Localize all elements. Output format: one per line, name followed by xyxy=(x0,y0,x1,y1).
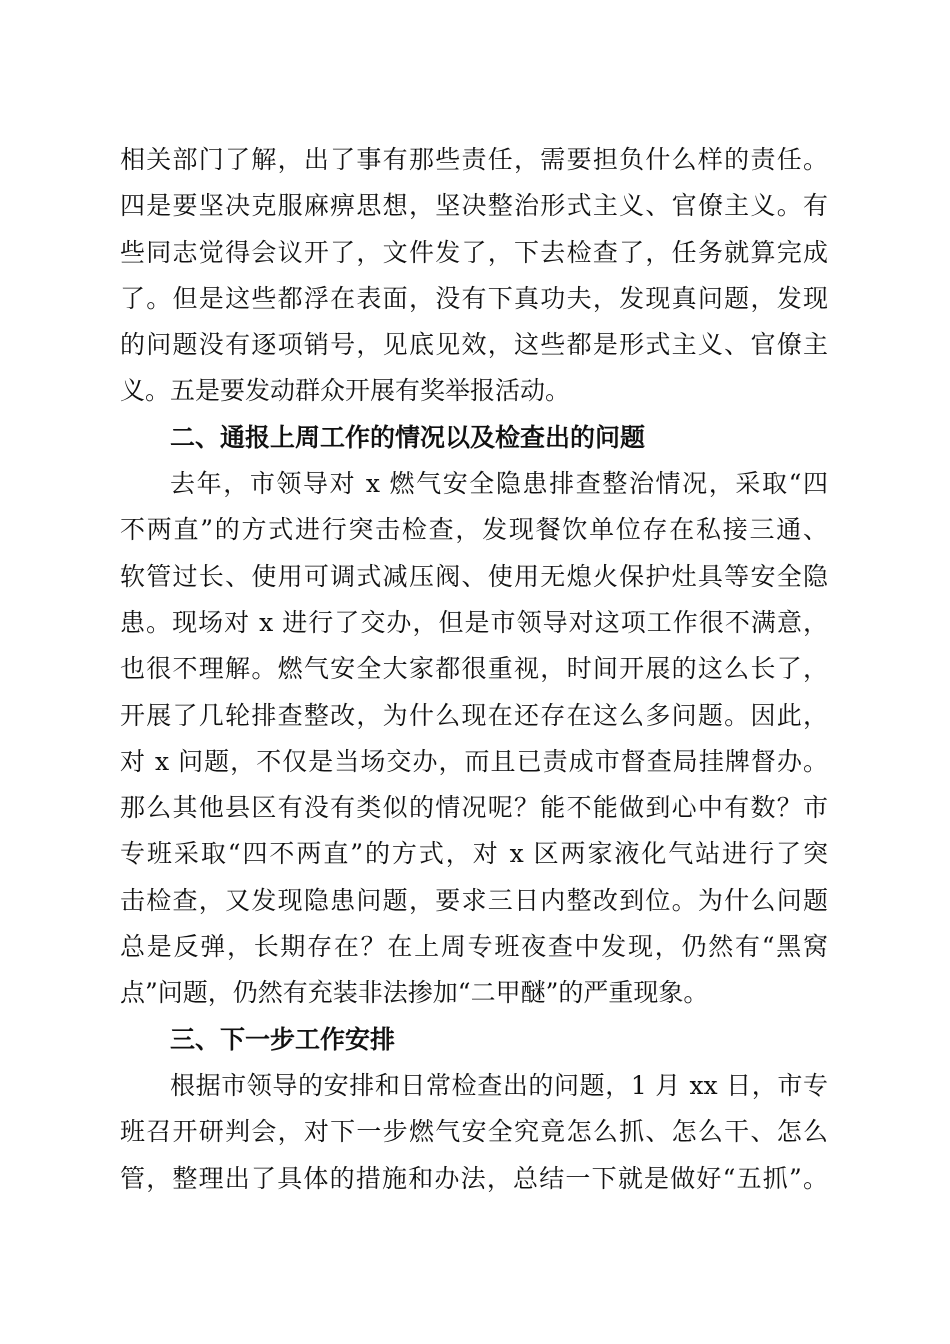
text-line: 对 x 问题，不仅是当场交办，而且已责成市督查局挂牌督办。 xyxy=(120,746,828,776)
text-line: 的问题没有逐项销号，见底见效，这些都是形式主义、官僚主 xyxy=(120,330,828,360)
text-line: 班召开研判会，对下一步燃气安全究竟怎么抓、怎么干、怎么 xyxy=(120,1117,828,1147)
text-line: 相关部门了解，出了事有那些责任，需要担负什么样的责任。 xyxy=(120,145,828,174)
text-line: 点”问题，仍然有充装非法掺加“二甲醚”的严重现象。 xyxy=(120,978,709,1008)
text-line: 了。但是这些都浮在表面，没有下真功夫，发现真问题，发现 xyxy=(120,283,828,313)
text-line: 击检查，又发现隐患问题，要求三日内整改到位。为什么问题 xyxy=(120,885,828,915)
text-line: 那么其他县区有没有类似的情况呢？能不能做到心中有数？市 xyxy=(120,793,828,823)
text-line: 开展了几轮排查整改，为什么现在还存在这么多问题。因此， xyxy=(120,700,828,730)
text-line: 软管过长、使用可调式减压阀、使用无熄火保护灶具等安全隐 xyxy=(120,561,828,591)
text-line: 专班采取“四不两直”的方式，对 x 区两家液化气站进行了突 xyxy=(120,839,828,869)
text-line: 义。五是要发动群众开展有奖举报活动。 xyxy=(120,376,571,406)
section-heading-3: 三、下一步工作安排 xyxy=(170,1024,396,1054)
text-line: 四是要坚决克服麻痹思想，坚决整治形式主义、官僚主义。有 xyxy=(120,191,828,221)
text-line: 根据市领导的安排和日常检查出的问题，1 月 xx 日，市专 xyxy=(170,1070,828,1100)
text-line: 也很不理解。燃气安全大家都很重视，时间开展的这么长了， xyxy=(120,654,828,684)
text-line: 患。现场对 x 进行了交办，但是市领导对这项工作很不满意， xyxy=(120,607,828,637)
text-line: 些同志觉得会议开了，文件发了，下去检查了，任务就算完成 xyxy=(120,237,828,267)
text-line: 总是反弹，长期存在？在上周专班夜查中发现，仍然有“黑窝 xyxy=(120,932,828,962)
section-heading-2: 二、通报上周工作的情况以及检查出的问题 xyxy=(170,422,646,452)
text-line: 不两直”的方式进行突击检查，发现餐饮单位存在私接三通、 xyxy=(120,515,828,545)
text-line: 去年，市领导对 x 燃气安全隐患排查整治情况，采取“四 xyxy=(170,469,828,499)
text-line: 管，整理出了具体的措施和办法，总结一下就是做好“五抓”。 xyxy=(120,1163,828,1193)
document-body xyxy=(120,137,828,1202)
